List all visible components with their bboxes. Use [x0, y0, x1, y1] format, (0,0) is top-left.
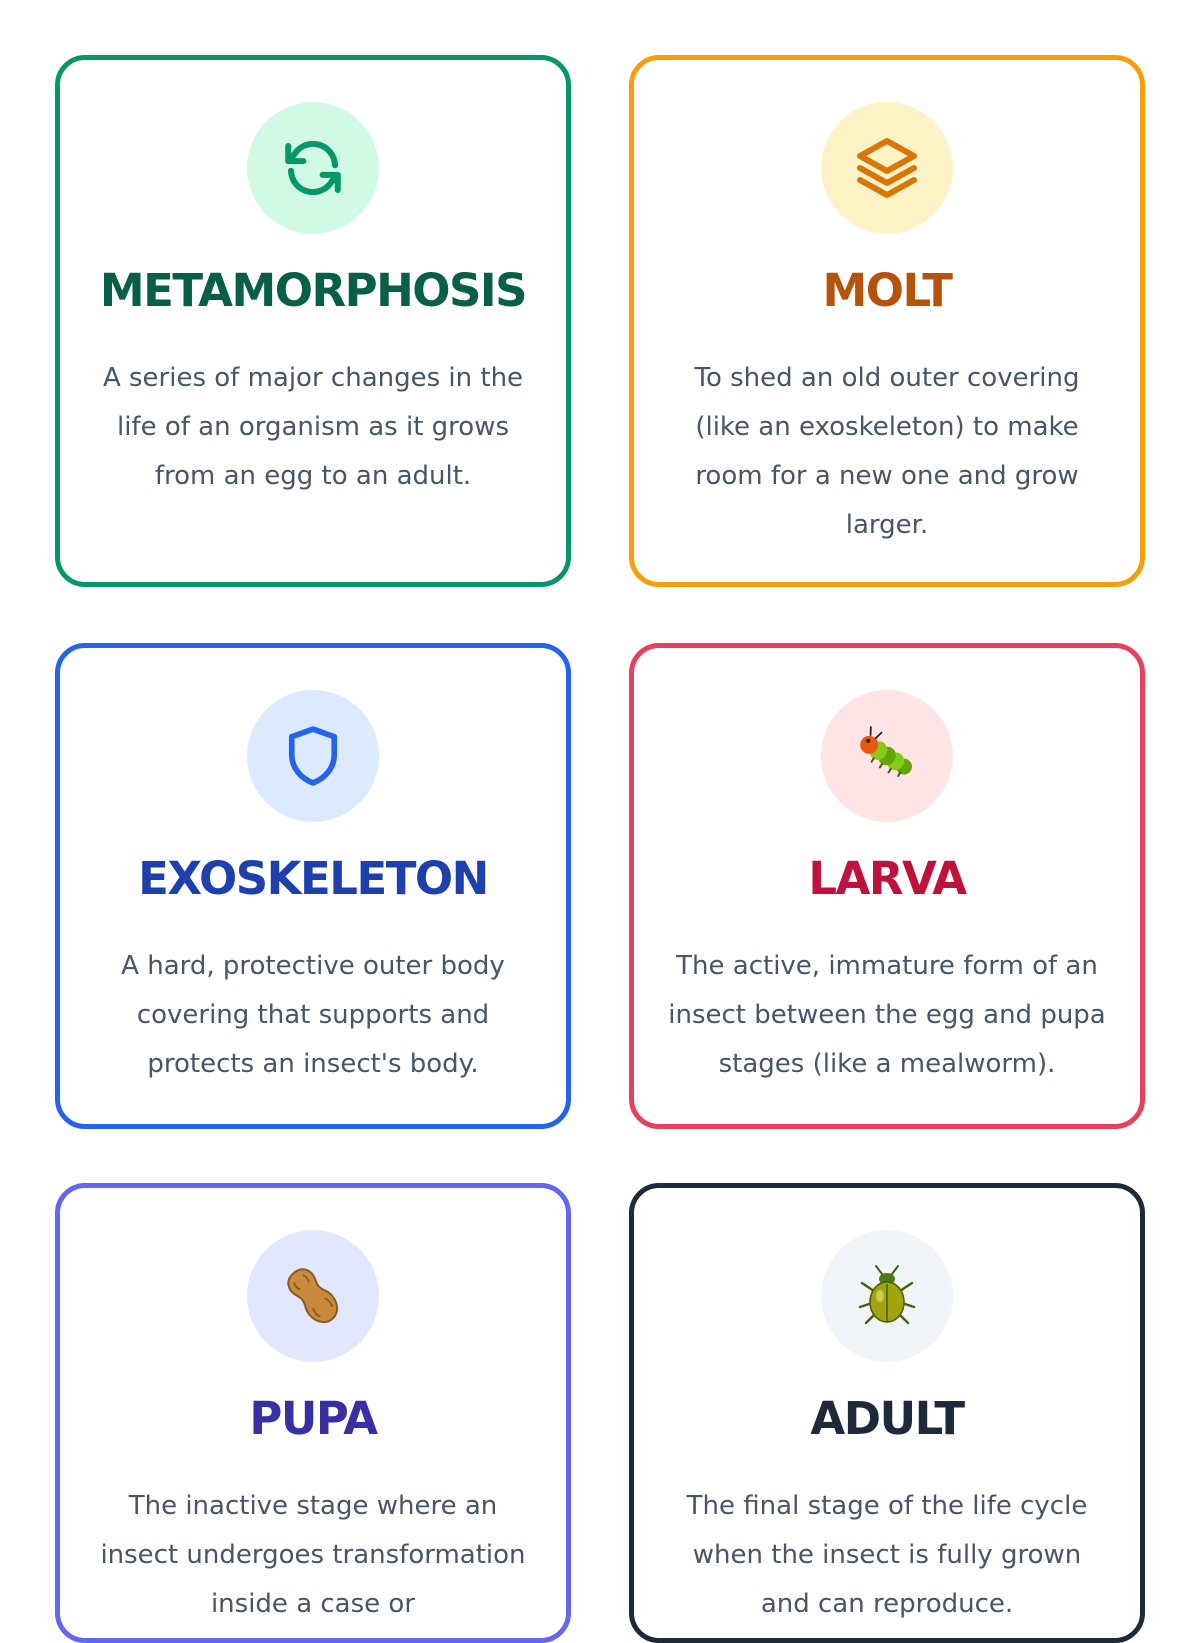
shield-icon [279, 722, 347, 790]
adult-icon-badge [821, 1230, 953, 1362]
card-title: METAMORPHOSIS [99, 264, 527, 317]
metamorphosis-icon-badge [247, 102, 379, 234]
larva-icon-badge [821, 690, 953, 822]
card-description: The final stage of the life cycle when the insect is fully grown and can reproduce. [686, 1491, 1088, 1619]
card-description: The inactive stage where an insect undergoes transformation inside a case or [100, 1491, 526, 1619]
caterpillar-icon [851, 720, 923, 792]
peanut-icon [277, 1260, 349, 1332]
card-description: To shed an old outer covering (like an exoskeleton) to make room for a new one and grow larger. [694, 363, 1080, 540]
card-metamorphosis [55, 55, 571, 587]
card-exoskeleton [55, 643, 571, 1129]
molt-icon-badge [821, 102, 953, 234]
beetle-icon [852, 1261, 922, 1331]
card-adult [629, 1183, 1145, 1643]
card-title: LARVA [808, 852, 966, 905]
card-larva [629, 643, 1145, 1129]
card-title: ADULT [810, 1392, 964, 1445]
refresh-icon [280, 135, 346, 201]
exoskeleton-icon-badge [247, 690, 379, 822]
card-pupa [55, 1183, 571, 1643]
card-title: MOLT [822, 264, 952, 317]
card-title: EXOSKELETON [138, 852, 488, 905]
card-description: The active, immature form of an insect between the egg and pupa stages (like a mealworm). [668, 951, 1106, 1079]
card-description: A series of major changes in the life of an organism as it grows from an egg to an adult. [102, 363, 524, 491]
card-description: A hard, protective outer body covering that supports and protects an insect's body. [121, 951, 505, 1079]
card-title: PUPA [249, 1392, 377, 1445]
card-molt [629, 55, 1145, 587]
pupa-icon-badge [247, 1230, 379, 1362]
layers-icon [851, 132, 923, 204]
